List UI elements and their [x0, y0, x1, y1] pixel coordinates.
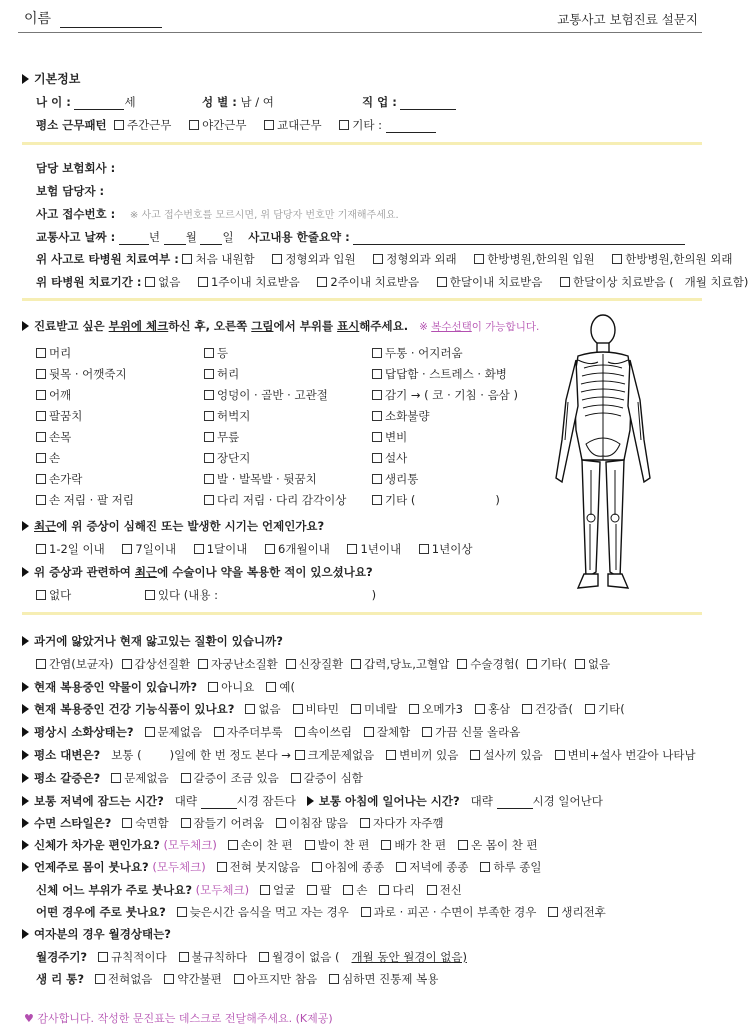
- other-hosp-option[interactable]: 한방병원,한의원 외래: [612, 252, 732, 266]
- day-input[interactable]: [200, 232, 222, 245]
- history-option[interactable]: 전혀없음: [95, 972, 152, 986]
- history-option[interactable]: 기타(: [527, 657, 567, 671]
- history-option[interactable]: 잠들기 어려움: [181, 816, 264, 830]
- history-row: 언제주로 몸이 붓나요? (모두체크) 전혀 붓지않음 아침에 종종 저녁에 종종 하루 종일: [22, 859, 554, 875]
- body-part-option[interactable]: 등: [204, 345, 228, 361]
- history-option[interactable]: 이침잠 많음: [276, 816, 348, 830]
- shift-row: 평소 근무패턴 주간근무 야간근무 교대근무 기타 :: [36, 117, 436, 133]
- summary-input[interactable]: [353, 232, 685, 245]
- history-option[interactable]: 아니요: [208, 680, 254, 694]
- body-part-option[interactable]: 발 · 발목발 · 뒷꿈치: [204, 471, 317, 487]
- history-row: 현재 복용중인 건강 기능식품이 있나요? 없음 비타민 미네랄 오메가3 홍삼 건강즙( 기타(: [22, 701, 637, 717]
- history-option[interactable]: 저녁에 종종: [396, 860, 468, 874]
- onset-option[interactable]: 1-2일 이내: [36, 542, 105, 556]
- history-option[interactable]: 없음: [575, 657, 610, 671]
- other-hosp-option[interactable]: 정형외과 입원: [272, 252, 355, 266]
- history-option[interactable]: 없음: [245, 702, 280, 716]
- surgery-option[interactable]: 있다 (내용 :: [145, 588, 218, 602]
- shift-option[interactable]: 야간근무: [189, 118, 246, 132]
- history-option[interactable]: 속이쓰림: [295, 725, 352, 739]
- history-option[interactable]: 설사끼 있음: [470, 748, 542, 762]
- history-option[interactable]: 발이 찬 편: [305, 838, 370, 852]
- history-option[interactable]: 갑상선질환: [122, 657, 191, 671]
- triangle-bullet-icon: [22, 750, 29, 760]
- triangle-bullet-icon: [22, 796, 29, 806]
- triangle-bullet-icon: [22, 521, 29, 531]
- insurance-company-label: 담당 보험회사 :: [36, 161, 116, 175]
- body-part-option[interactable]: 어깨: [36, 387, 71, 403]
- history-row: 평상시 소화상태는? 문제없음 자주더부룩 속이쓰림 잘체함 가끔 신물 올라옴: [22, 724, 532, 740]
- body-part-option[interactable]: 감기 → ( 코 · 기침 · 음삼 ): [372, 387, 518, 403]
- body-part-option[interactable]: 머리: [36, 345, 71, 361]
- period-option[interactable]: 2주이내 치료받음: [317, 275, 419, 289]
- history-row: 과거에 앓았거나 현재 앓고있는 질환이 있습니까?: [22, 633, 294, 649]
- body-part-option[interactable]: 생리통: [372, 471, 418, 487]
- surgery-option[interactable]: 없다: [36, 588, 71, 602]
- history-option[interactable]: 갈증이 조금 있음: [181, 771, 279, 785]
- sleep-time-input[interactable]: [201, 796, 237, 809]
- other-hospital-row: 위 사고로 타병원 치료여부 : 처음 내원함 정형외과 입원 정형외과 외래 한방병원,한의원 입원 한방병원,한의원 외래: [36, 252, 733, 266]
- history-option[interactable]: 다리: [379, 883, 414, 897]
- surgery-question: 위 증상과 관련하여 최근에 수술이나 약을 복용한 적이 있으셨나요?: [22, 564, 373, 580]
- age-row: 나 이 : 세: [36, 95, 136, 109]
- body-part-option[interactable]: 답답함 · 스트레스 · 화병: [372, 366, 507, 382]
- body-part-option[interactable]: 기타 ( ): [372, 492, 500, 508]
- body-instruction: 진료받고 싶은 부위에 체크하신 후, 오른쪽 그림에서 부위를 표시해주세요. ※ 복수선택이 가능합니다.: [22, 318, 539, 334]
- onset-option[interactable]: 1년이내: [347, 542, 401, 556]
- triangle-bullet-icon: [22, 840, 29, 850]
- accident-date-row: 교통사고 날짜 : 년 월 일 사고내용 한줄요약 :: [36, 229, 685, 245]
- onset-question: 최근에 위 증상이 심해진 또는 발생한 시기는 언제인가요?: [22, 518, 324, 534]
- gender-row: 성 별 : 남 / 여: [202, 95, 274, 109]
- body-part-option[interactable]: 손가락: [36, 471, 82, 487]
- history-option[interactable]: 가끔 신물 올라옴: [422, 725, 520, 739]
- period-option[interactable]: 없음: [145, 275, 180, 289]
- history-option[interactable]: 손이 찬 편: [228, 838, 293, 852]
- claim-row: 사고 접수번호 : ※ 사고 접수번호를 모르시면, 위 담당자 번호만 기재해주세요.: [36, 207, 399, 221]
- history-row: [36, 656, 618, 672]
- body-part-option[interactable]: 변비: [372, 429, 407, 445]
- body-part-option[interactable]: 뒷목 · 어깻죽지: [36, 366, 127, 382]
- history-option[interactable]: 신장질환: [286, 657, 343, 671]
- history-option[interactable]: 얼굴: [260, 883, 295, 897]
- history-option[interactable]: 오메가3: [409, 702, 463, 716]
- age-input[interactable]: [74, 97, 124, 110]
- triangle-bullet-icon: [22, 818, 29, 828]
- history-option[interactable]: 잘체함: [364, 725, 410, 739]
- triangle-bullet-icon: [22, 321, 29, 331]
- history-option[interactable]: 자궁난소질환: [198, 657, 278, 671]
- history-row: 평소 갈증은? 문제없음 갈증이 조금 있음 갈증이 심함: [22, 770, 375, 786]
- triangle-bullet-icon: [22, 862, 29, 872]
- onset-option[interactable]: 6개월이내: [265, 542, 330, 556]
- body-part-option[interactable]: 허리: [204, 366, 239, 382]
- body-part-option[interactable]: 손: [36, 450, 60, 466]
- name-input-line[interactable]: [60, 13, 162, 28]
- history-row: 어떤 경우에 주로 붓나요? 늦은시간 음식을 먹고 자는 경우 과로 · 피곤 · 수면이 부족한 경우 생리전후: [36, 905, 606, 919]
- history-option[interactable]: 전신: [427, 883, 462, 897]
- history-option[interactable]: 문제없음: [145, 725, 202, 739]
- history-option[interactable]: 미네랄: [351, 702, 397, 716]
- period-option[interactable]: 한달이내 치료받음: [437, 275, 543, 289]
- history-option[interactable]: 갑력,당뇨,고혈압: [351, 657, 449, 671]
- history-option[interactable]: 전혀 붓지않음: [217, 860, 300, 874]
- separator: [22, 612, 702, 615]
- history-option[interactable]: 홍삼: [475, 702, 510, 716]
- history-option[interactable]: 심하면 진통제 복용: [329, 972, 438, 986]
- separator: [22, 142, 702, 145]
- body-part-option[interactable]: 팔꿈치: [36, 408, 82, 424]
- history-option[interactable]: 불규칙하다: [179, 950, 248, 964]
- onset-options: [36, 541, 472, 557]
- history-option[interactable]: 변비+설사 번갈아 나타남: [555, 748, 696, 762]
- history-option[interactable]: 건강즙(: [522, 702, 573, 716]
- history-option[interactable]: 손: [343, 883, 367, 897]
- other-hosp-option[interactable]: 한방병원,한의원 입원: [474, 252, 594, 266]
- history-option[interactable]: 늦은시간 음식을 먹고 자는 경우: [177, 905, 349, 919]
- history-row: 평소 대변은? 보통 ( )일에 한 번 정도 본다 → 크게문제없음 변비끼 있음 설사끼 있음 변비+설사 번갈아 나타남: [22, 747, 708, 763]
- history-row: 보통 저녁에 잠드는 시간? 대략 시경 잠든다 보통 아침에 일어나는 시간? 대략 시경 일어난다: [22, 793, 603, 809]
- triangle-bullet-icon: [22, 74, 29, 84]
- history-row: 수면 스타일은? 숙면함 잠들기 어려움 이침잠 많음 자다가 자주깸: [22, 815, 455, 831]
- form-title: 교통사고 보험진료 설문지: [557, 12, 698, 27]
- onset-option[interactable]: 1달이내: [194, 542, 248, 556]
- body-part-option[interactable]: 설사: [372, 450, 407, 466]
- history-row: 생 리 통? 전혀없음 약간불편 아프지만 참음 심하면 진통제 복용: [36, 972, 439, 986]
- history-option[interactable]: 기타(: [585, 702, 625, 716]
- separator: [22, 298, 702, 301]
- history-option[interactable]: 과로 · 피곤 · 수면이 부족한 경우: [361, 905, 537, 919]
- history-option[interactable]: 예(: [266, 680, 295, 694]
- triangle-bullet-icon: [22, 929, 29, 939]
- triangle-bullet-icon: [22, 636, 29, 646]
- wake-time-input[interactable]: [497, 796, 533, 809]
- history-row: 현재 복용중인 약물이 있습니까? 아니요 예(: [22, 679, 307, 695]
- treatment-period-row: 위 타병원 치료기간 : 없음 1주이내 치료받음 2주이내 치료받음 한달이내 치료받음 한달이상 치료받음 ( 개월 치료함): [36, 275, 748, 289]
- shift-option[interactable]: 교대근무: [264, 118, 321, 132]
- history-option[interactable]: 크게문제없음: [295, 748, 375, 762]
- surgery-options: 없다 있다 (내용 : ): [36, 587, 376, 603]
- history-row: 여자분의 경우 월경상태는?: [22, 926, 182, 942]
- triangle-bullet-icon: [22, 567, 29, 577]
- body-part-option[interactable]: 허벅지: [204, 408, 250, 424]
- history-option[interactable]: 문제없음: [111, 771, 168, 785]
- insurance-agent-label: 보험 담당자 :: [36, 184, 105, 198]
- history-row: 신체가 차가운 편인가요? (모두체크) 손이 찬 편 발이 찬 편 배가 찬 편 온 몸이 찬 편: [22, 837, 550, 853]
- other-hosp-option[interactable]: 처음 내원함: [182, 252, 254, 266]
- history-option[interactable]: 자다가 자주깸: [360, 816, 443, 830]
- history-option[interactable]: 온 몸이 찬 편: [458, 838, 538, 852]
- history-option[interactable]: 팔: [307, 883, 331, 897]
- history-option[interactable]: 수술경험(: [457, 657, 519, 671]
- triangle-bullet-icon: [22, 704, 29, 714]
- job-row: 직 업 :: [362, 94, 456, 110]
- triangle-bullet-icon: [22, 727, 29, 737]
- multi-select-note: ※ 복수선택이 가능합니다.: [419, 321, 540, 333]
- history-option[interactable]: 아침에 종종: [312, 860, 384, 874]
- body-part-option[interactable]: 소화불량: [372, 408, 429, 424]
- name-label: 이름: [24, 8, 162, 28]
- history-option[interactable]: 생리전후: [548, 905, 605, 919]
- claim-note: ※ 사고 접수번호를 모르시면, 위 담당자 번호만 기재해주세요.: [129, 210, 399, 221]
- history-option[interactable]: 숙면함: [122, 816, 168, 830]
- triangle-bullet-icon: [307, 796, 314, 806]
- shift-option[interactable]: 기타 :: [339, 118, 382, 132]
- year-input[interactable]: [119, 232, 149, 245]
- period-option[interactable]: 1주이내 치료받음: [198, 275, 300, 289]
- shift-option[interactable]: 주간근무: [114, 118, 171, 132]
- onset-option[interactable]: 7일이내: [122, 542, 176, 556]
- history-row: 월경주기? 규칙적이다 불규칙하다 월경이 없음 ( 개월 동안 월경이 없음): [36, 950, 467, 964]
- section-basic-title: 기본정보: [22, 70, 80, 87]
- heart-icon: ♥: [24, 1012, 34, 1025]
- body-part-option[interactable]: 손목: [36, 429, 71, 445]
- history-option[interactable]: 약간불편: [164, 972, 221, 986]
- month-input[interactable]: [164, 232, 186, 245]
- body-part-option[interactable]: 다리 저림 · 다리 감각이상: [204, 492, 346, 508]
- job-input[interactable]: [400, 97, 456, 110]
- footer-note: ♥ 감사합니다. 작성한 문진표는 데스크로 전달해주세요. (K제공): [24, 1012, 333, 1025]
- body-part-option[interactable]: 무릎: [204, 429, 239, 445]
- shift-other-input[interactable]: [386, 120, 436, 133]
- history-option[interactable]: 규칙적이다: [98, 950, 167, 964]
- history-option[interactable]: 아프지만 참음: [234, 972, 317, 986]
- body-part-option[interactable]: 손 저림 · 팔 저림: [36, 492, 134, 508]
- triangle-bullet-icon: [22, 682, 29, 692]
- body-part-option[interactable]: 엉덩이 · 골반 · 고관절: [204, 387, 328, 403]
- other-hosp-option[interactable]: 정형외과 외래: [373, 252, 456, 266]
- body-part-option[interactable]: 두통 · 어지러움: [372, 345, 463, 361]
- history-option[interactable]: 비타민: [293, 702, 339, 716]
- header-rule: [18, 32, 702, 33]
- period-option[interactable]: 한달이상 치료받음 (: [560, 275, 674, 289]
- history-option[interactable]: 하루 종일: [480, 860, 541, 874]
- onset-option[interactable]: 1년이상: [419, 542, 473, 556]
- history-option[interactable]: 배가 찬 편: [381, 838, 446, 852]
- history-option[interactable]: 간염(보균자): [36, 657, 114, 671]
- history-option[interactable]: 월경이 없음 (: [259, 950, 339, 964]
- gender-choice[interactable]: 남 / 여: [240, 95, 274, 109]
- body-figure-image[interactable]: [548, 310, 658, 594]
- body-part-option[interactable]: 장단지: [204, 450, 250, 466]
- history-option[interactable]: 변비끼 있음: [386, 748, 458, 762]
- triangle-bullet-icon: [22, 773, 29, 783]
- history-option[interactable]: 갈증이 심함: [291, 771, 363, 785]
- history-option[interactable]: 자주더부룩: [214, 725, 283, 739]
- history-row: 신체 어느 부위가 주로 붓나요? (모두체크) 얼굴 팔 손 다리 전신: [36, 883, 462, 897]
